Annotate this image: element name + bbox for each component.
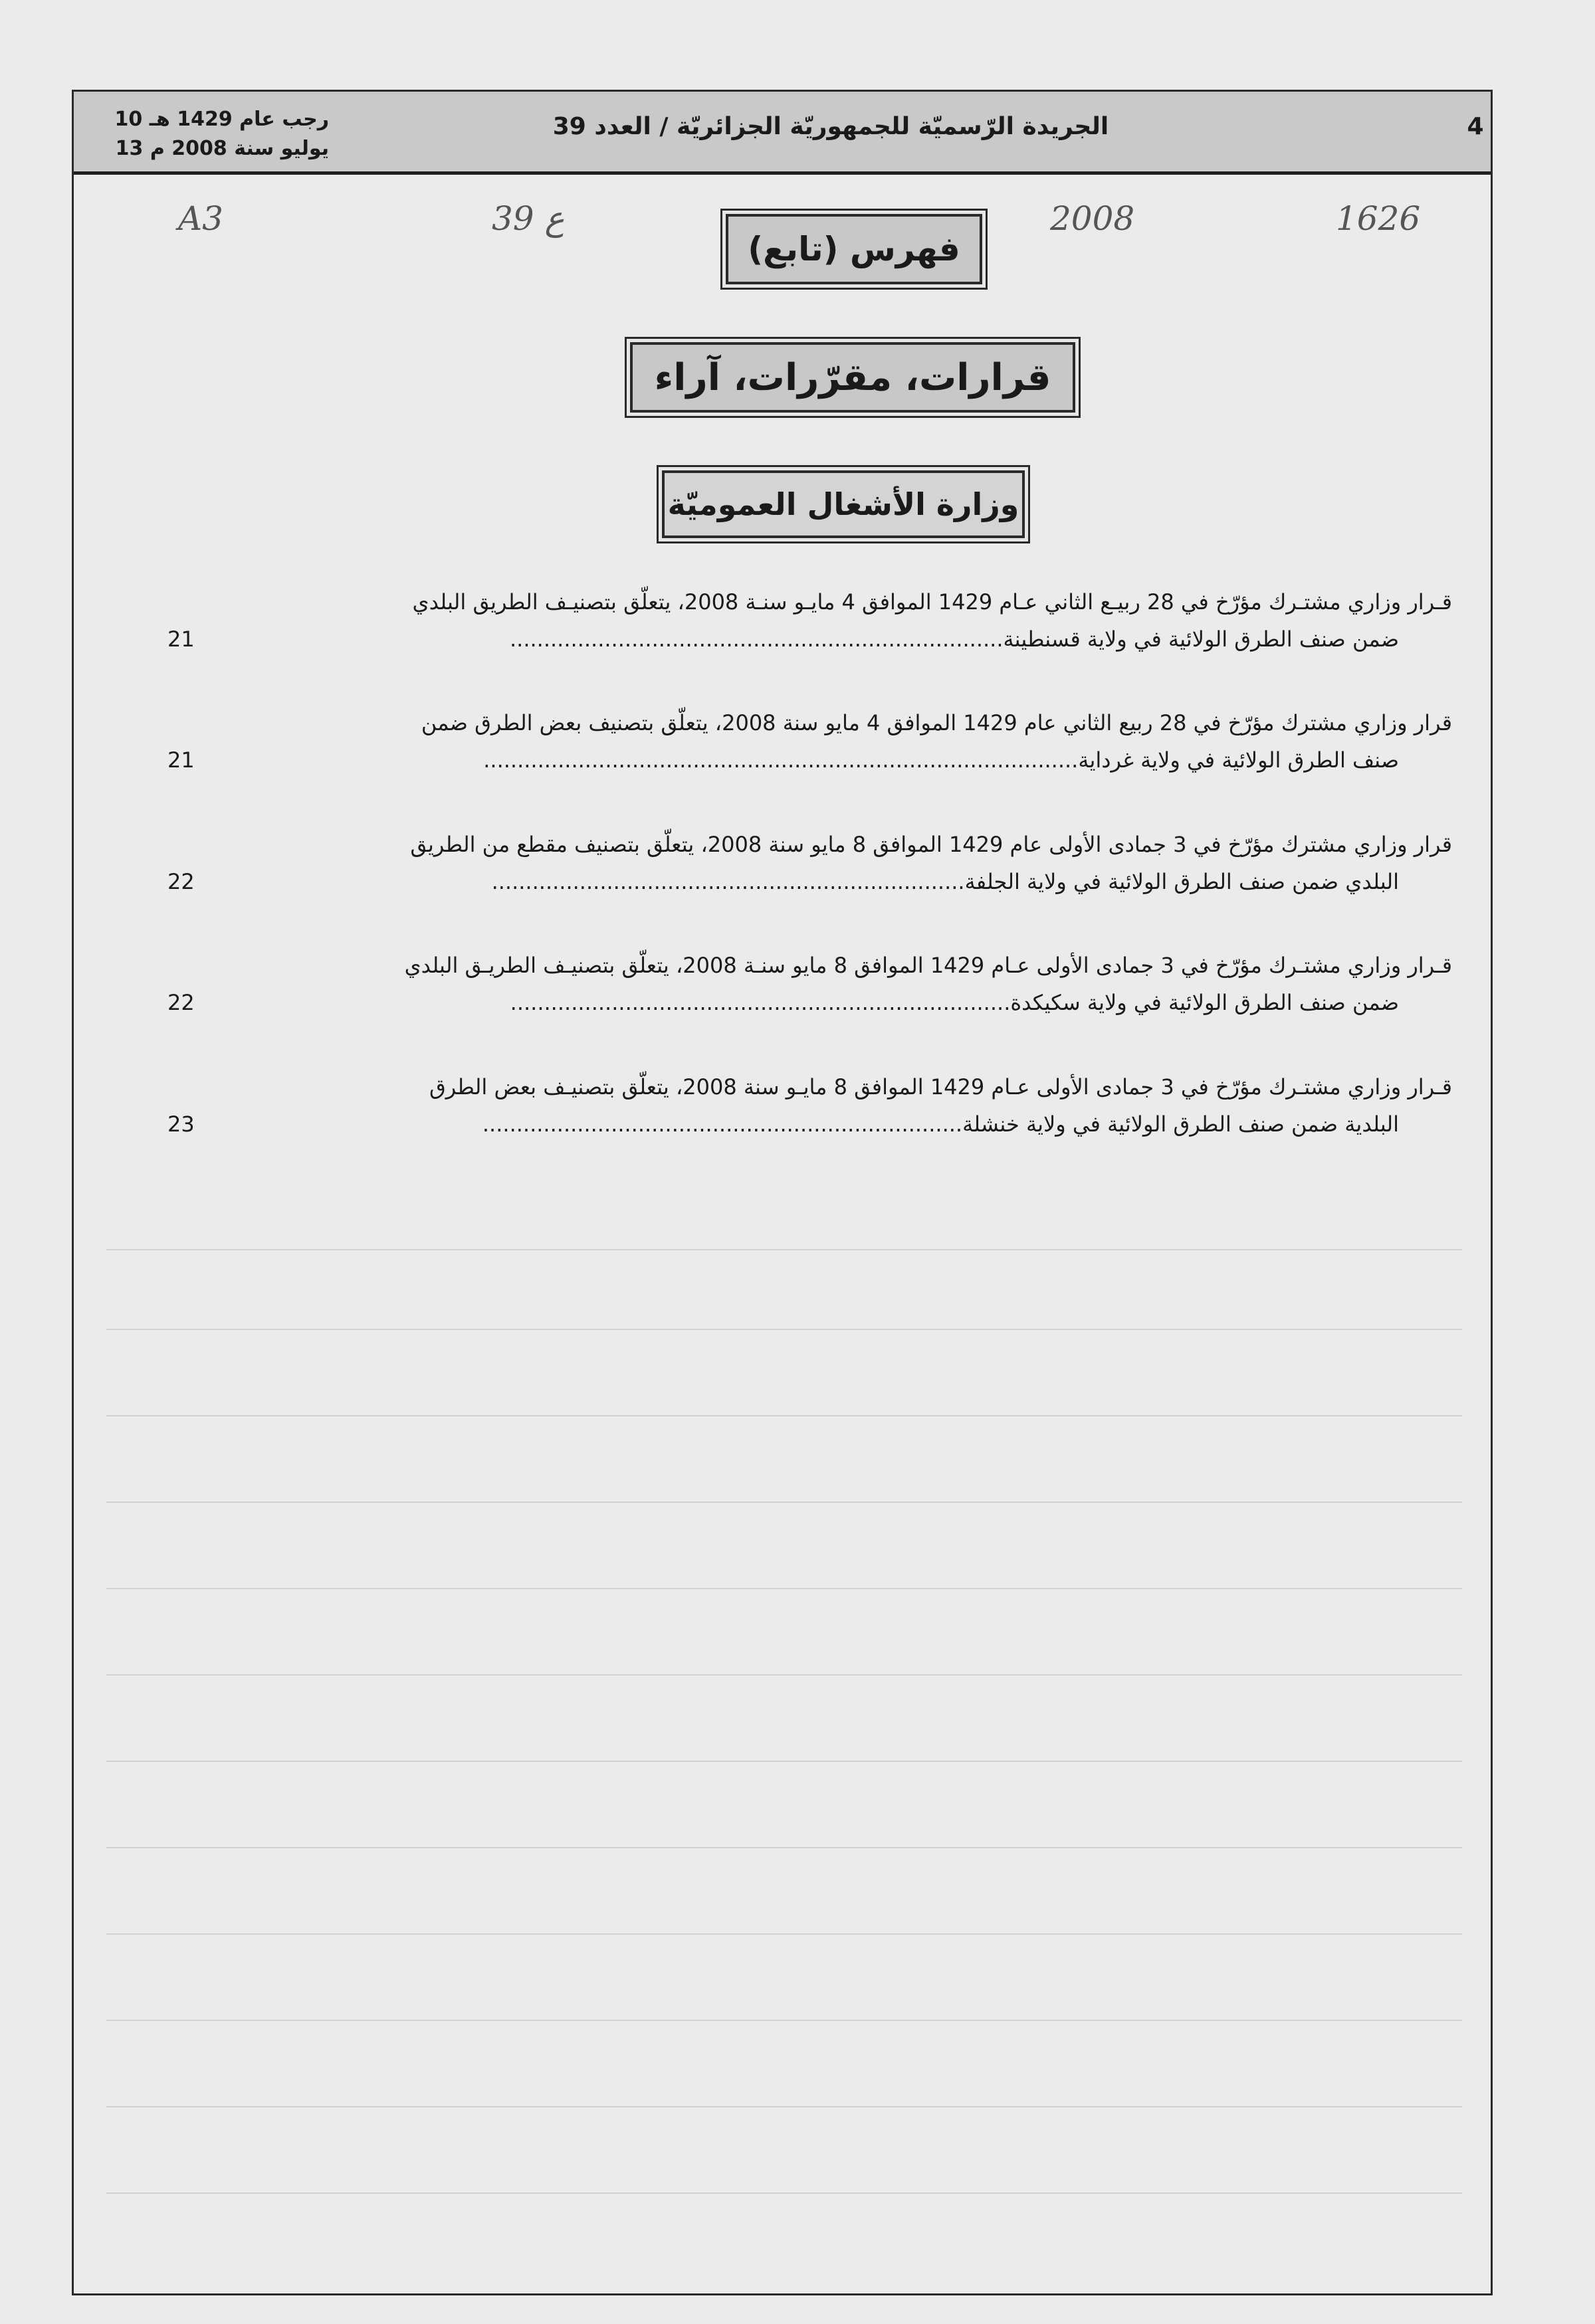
issue-date-gregorian: 13 يوليو سنة 2008 م	[115, 137, 329, 160]
entry-line-1: قـرار وزاري مشتـرك مؤرّخ في 3 جمادى الأولى عـام 1429 الموافق 8 مايو سنـة 2008، يتعلّق بتصنيـف الطريـق البلدي	[404, 953, 1452, 978]
handwritten-note: A3	[178, 199, 223, 238]
handwritten-note: 39 ع	[492, 199, 565, 238]
issue-date-hijri: 10 رجب عام 1429 هـ	[114, 108, 329, 131]
index-entry: قـرار وزاري مشتـرك مؤرّخ في 3 جمادى الأولى عـام 1429 الموافق 8 مايو سنـة 2008، يتعلّق بتصنيـف الطريـق البلدي ضمن صنف الطرق الولائية في ولاية سكيكدة..........................................................................	[199, 947, 1452, 1021]
index-continued-title: فهرس (تابع)	[726, 214, 982, 284]
page-number: 4	[1467, 113, 1484, 140]
handwritten-note: 2008	[1050, 199, 1135, 238]
entry-line-1: قرار وزاري مشترك مؤرّخ في 28 ربيع الثاني عام 1429 الموافق 4 مايو سنة 2008، يتعلّق بتصنيف بعض الطرق ضمن	[421, 710, 1452, 735]
handwritten-note: 1626	[1336, 199, 1421, 238]
ministry-title: وزارة الأشغال العموميّة	[662, 470, 1025, 538]
issue-date	[90, 105, 329, 163]
section-title: قرارات، مقرّرات، آراء	[630, 342, 1075, 413]
entry-page-number: 22	[167, 990, 195, 1015]
entry-line-2: ضمن صنف الطرق الولائية في ولاية قسنطينة	[1003, 627, 1399, 652]
index-entry: قـرار وزاري مشتـرك مؤرّخ في 3 جمادى الأولى عـام 1429 الموافق 8 مايـو سنة 2008، يتعلّق بتصنيـف بعض الطرق البلدية ضمن صنف الطرق الولائية في ولاية خنشلة.......................................................................	[199, 1068, 1452, 1143]
entry-page-number: 23	[167, 1112, 195, 1137]
entry-page-number: 22	[167, 869, 195, 894]
index-entry: قرار وزاري مشترك مؤرّخ في 28 ربيع الثاني عام 1429 الموافق 4 مايو سنة 2008، يتعلّق بتصنيف بعض الطرق ضمن صنف الطرق الولائية في ولاية غرداية........................................................................................	[199, 704, 1452, 779]
index-entry: قـرار وزاري مشتـرك مؤرّخ في 28 ربيـع الثاني عـام 1429 الموافق 4 مايـو سنـة 2008، يتعلّق بتصنيـف الطريق البلدي ضمن صنف الطرق الولائية في ولاية قسنطينة.........................................................................	[199, 583, 1452, 658]
entry-line-1: قرار وزاري مشترك مؤرّخ في 3 جمادى الأولى عام 1429 الموافق 8 مايو سنة 2008، يتعلّق بتصنيف مقطع من الطريق	[410, 832, 1452, 857]
entry-line-2: البلدي ضمن صنف الطرق الولائية في ولاية الجلفة	[964, 869, 1399, 894]
journal-title: الجريدة الرّسميّة للجمهوريّة الجزائريّة / العدد 39	[552, 113, 1109, 140]
entry-line-1: قـرار وزاري مشتـرك مؤرّخ في 3 جمادى الأولى عـام 1429 الموافق 8 مايـو سنة 2008، يتعلّق بتصنيـف بعض الطرق	[429, 1074, 1452, 1100]
entry-line-1: قـرار وزاري مشتـرك مؤرّخ في 28 ربيـع الثاني عـام 1429 الموافق 4 مايـو سنـة 2008، يتعلّق بتصنيـف الطريق البلدي	[412, 589, 1452, 615]
entry-line-2: البلدية ضمن صنف الطرق الولائية في ولاية خنشلة	[962, 1112, 1399, 1137]
entry-page-number: 21	[167, 627, 195, 652]
entry-line-2: ضمن صنف الطرق الولائية في ولاية سكيكدة	[1010, 990, 1399, 1015]
entry-page-number: 21	[167, 747, 195, 773]
entry-line-2: صنف الطرق الولائية في ولاية غرداية	[1078, 747, 1399, 773]
page-frame	[72, 90, 1493, 2295]
index-entry: قرار وزاري مشترك مؤرّخ في 3 جمادى الأولى عام 1429 الموافق 8 مايو سنة 2008، يتعلّق بتصنيف مقطع من الطريق البلدي ضمن صنف الطرق الولائية في ولاية الجلفة......................................................................	[199, 826, 1452, 900]
